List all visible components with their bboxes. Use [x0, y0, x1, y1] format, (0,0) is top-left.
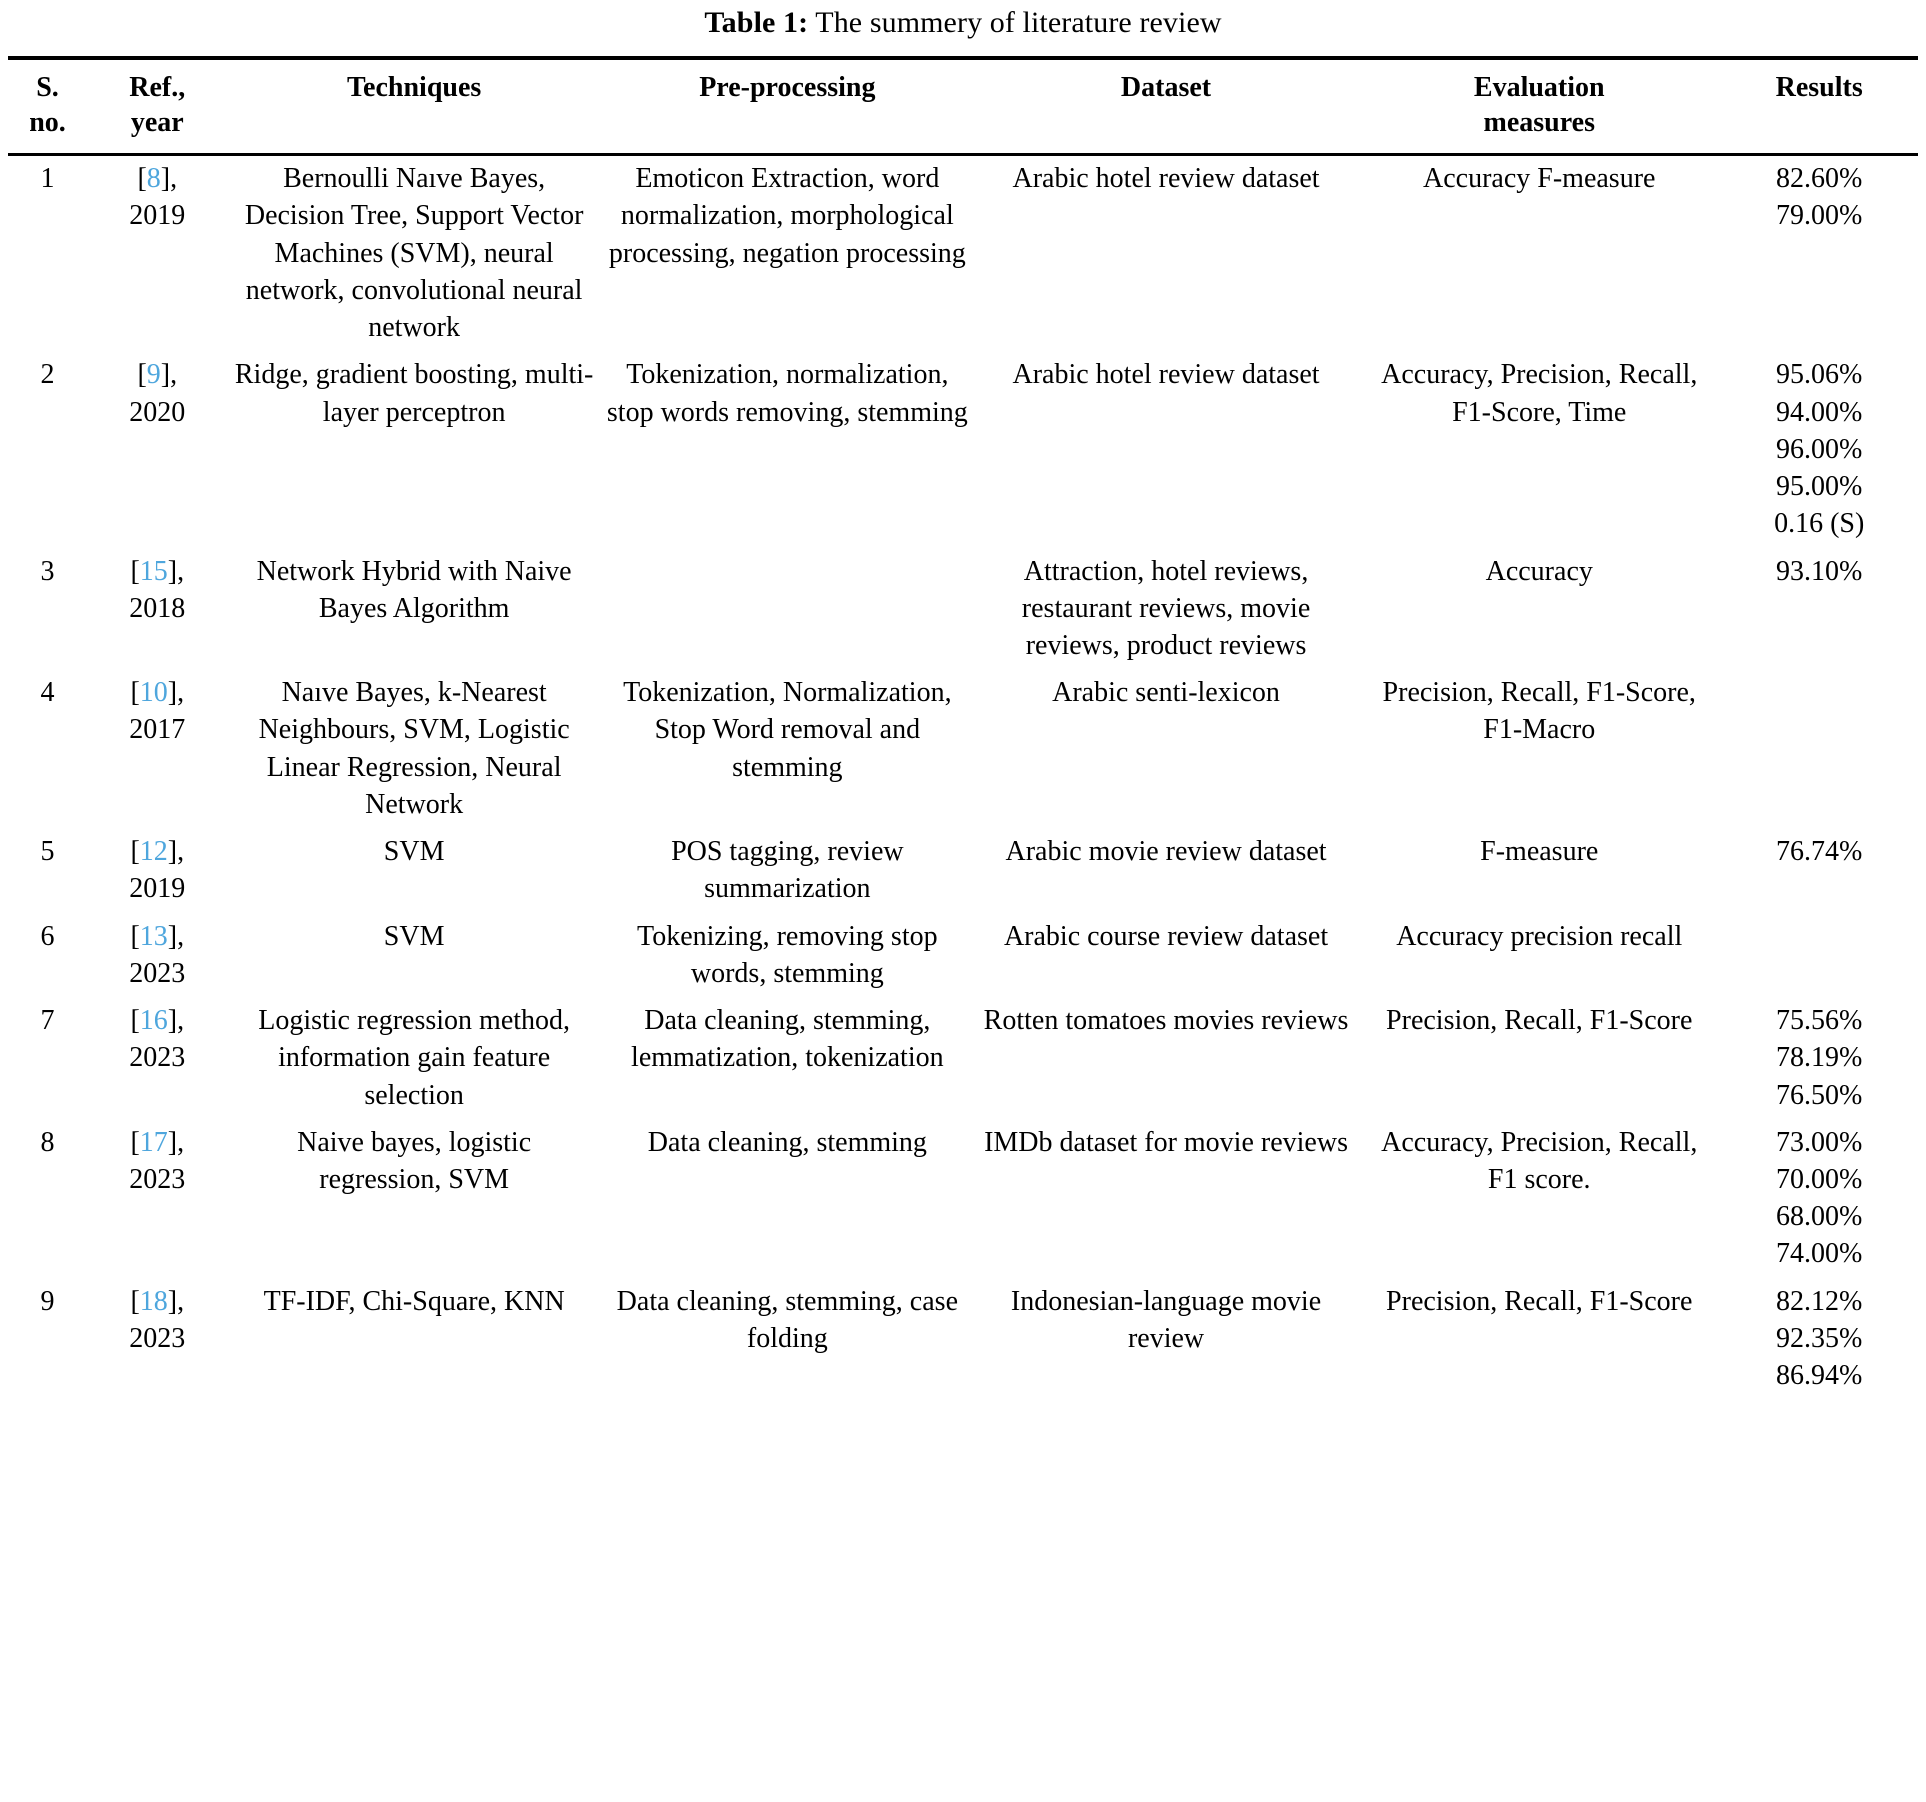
cell-techniques: TF-IDF, Chi-Square, KNN: [263, 1285, 565, 1317]
reference-bracket-close: ],: [167, 555, 185, 587]
cell-results: [1720, 914, 1918, 998]
reference-number-link[interactable]: 13: [139, 920, 168, 952]
cell-dataset: Arabic senti-lexicon: [1052, 677, 1280, 709]
table-bottom-rule-cell: [974, 1400, 1358, 1416]
reference-year: 2023: [129, 957, 186, 989]
cell-evaluation-measures: Accuracy, Precision, Recall, F1 score.: [1381, 1126, 1698, 1196]
cell-ref-year: [87, 549, 228, 671]
cell-dataset: Rotten tomatoes movies reviews: [983, 1005, 1349, 1037]
literature-review-table: [8, 56, 1918, 1417]
reference-citation[interactable]: [93, 356, 222, 393]
result-value: 93.10%: [1776, 555, 1863, 587]
reference-citation[interactable]: [93, 1002, 222, 1039]
reference-bracket-open: [: [130, 836, 140, 868]
result-value: 82.12%: [1776, 1285, 1863, 1317]
cell-dataset: Arabic hotel review dataset: [1012, 359, 1320, 391]
reference-bracket-close: ],: [167, 920, 185, 952]
reference-bracket-open: [: [130, 1285, 140, 1317]
cell-techniques: SVM: [383, 920, 445, 952]
table-caption: [8, 0, 1918, 56]
reference-bracket-open: [: [130, 555, 140, 587]
table-row: [8, 1120, 1918, 1279]
table-row: [8, 1279, 1918, 1401]
column-header-techniques: [228, 58, 601, 155]
table-bottom-rule-cell: [87, 1400, 228, 1416]
reference-bracket-close: ],: [167, 836, 185, 868]
column-header-techniques-line1: Techniques: [346, 71, 482, 103]
result-value: 70.00%: [1776, 1164, 1863, 1196]
result-value: 86.94%: [1776, 1360, 1863, 1392]
reference-bracket-close: ],: [160, 359, 178, 391]
reference-bracket-open: [: [137, 359, 147, 391]
cell-preprocessing: Data cleaning, stemming: [647, 1126, 927, 1158]
reference-citation[interactable]: [93, 1283, 222, 1320]
table-bottom-rule-cell: [228, 1400, 601, 1416]
cell-techniques: Bernoulli Naıve Bayes, Decision Tree, Support Vector Machines (SVM), neural network, convolutional neural network: [228, 155, 601, 353]
cell-preprocessing: Emoticon Extraction, word normalization, morphological processing, negation processing: [601, 155, 974, 353]
table-row: [8, 549, 1918, 671]
cell-preprocessing: Tokenizing, removing stop words, stemming: [637, 920, 938, 989]
table-caption-label: Table 1:: [704, 6, 809, 39]
result-value: 94.00%: [1776, 396, 1863, 428]
cell-evaluation-measures: Precision, Recall, F1-Score: [1386, 1005, 1693, 1037]
reference-bracket-close: ],: [167, 1005, 185, 1037]
reference-number-link[interactable]: 15: [139, 555, 168, 587]
cell-s-no: 5: [40, 836, 55, 868]
cell-dataset: Arabic hotel review dataset: [974, 155, 1358, 353]
reference-year: 2023: [129, 1164, 186, 1196]
table-row: [8, 352, 1918, 548]
column-header-s-no: [8, 58, 87, 155]
reference-bracket-close: ],: [167, 1285, 185, 1317]
reference-year: 2019: [129, 200, 186, 232]
reference-citation[interactable]: [93, 160, 222, 197]
reference-year: 2017: [129, 714, 186, 746]
table-bottom-rule-cell: [601, 1400, 974, 1416]
cell-ref-year: [87, 352, 228, 548]
cell-s-no: 8: [40, 1126, 55, 1158]
column-header-preprocessing-line1: Pre-processing: [699, 71, 876, 103]
column-header-s-no-line1: S.: [36, 71, 59, 103]
column-header-ref-year-line1: Ref.,: [129, 71, 186, 103]
reference-number-link[interactable]: 9: [146, 359, 161, 391]
reference-number-link[interactable]: 17: [139, 1126, 168, 1158]
table-header-row: [8, 58, 1918, 155]
cell-ref-year: [87, 1279, 228, 1401]
cell-evaluation-measures: F-measure: [1480, 836, 1599, 868]
reference-year: 2023: [129, 1322, 186, 1354]
cell-evaluation-measures: Accuracy: [1485, 555, 1593, 587]
reference-bracket-open: [: [130, 1126, 140, 1158]
cell-ref-year: [87, 829, 228, 913]
table-bottom-rule-cell: [1720, 1400, 1918, 1416]
cell-preprocessing: Data cleaning, stemming, case folding: [616, 1285, 958, 1354]
cell-dataset: Attraction, hotel reviews, restaurant reviews, movie reviews, product reviews: [1021, 555, 1311, 661]
cell-preprocessing: Data cleaning, stemming, lemmatization, tokenization: [631, 1005, 944, 1074]
result-value: 96.00%: [1776, 433, 1863, 465]
cell-s-no: 7: [40, 1005, 55, 1037]
cell-results: [1720, 1120, 1918, 1279]
column-header-s-no-line2: no.: [29, 107, 66, 139]
result-value: 68.00%: [1776, 1201, 1863, 1233]
reference-citation[interactable]: [93, 833, 222, 870]
cell-evaluation-measures: Precision, Recall, F1-Score, F1-Macro: [1382, 677, 1696, 746]
cell-preprocessing: Tokenization, normalization, stop words removing, stemming: [606, 359, 968, 428]
reference-bracket-close: ],: [160, 163, 178, 195]
table-header: [8, 58, 1918, 155]
table-row: [8, 670, 1918, 829]
reference-citation[interactable]: [93, 1124, 222, 1161]
cell-s-no: 2: [40, 359, 55, 391]
cell-results: [1720, 1279, 1918, 1401]
table-bottom-rule-cell: [1358, 1400, 1720, 1416]
result-value: 75.56%: [1776, 1005, 1863, 1037]
table-body: [8, 155, 1918, 1417]
column-header-dataset: [974, 58, 1358, 155]
column-header-evaluation-line2: measures: [1483, 107, 1595, 139]
cell-ref-year: [87, 914, 228, 998]
reference-citation[interactable]: [93, 918, 222, 955]
column-header-results-line1: Results: [1775, 71, 1863, 103]
table-row: [8, 155, 1918, 353]
reference-number-link[interactable]: 8: [146, 163, 161, 195]
reference-year: 2020: [129, 396, 186, 428]
cell-s-no: 1: [8, 155, 87, 353]
cell-preprocessing: POS tagging, review summarization: [671, 836, 904, 905]
cell-techniques: SVM: [383, 836, 445, 868]
cell-dataset: Arabic movie review dataset: [1005, 836, 1327, 868]
result-value: 92.35%: [1776, 1322, 1863, 1354]
cell-techniques: Naive bayes, logistic regression, SVM: [297, 1126, 532, 1196]
table-row: [8, 998, 1918, 1120]
result-value: 95.06%: [1776, 359, 1863, 391]
cell-ref-year: [87, 155, 228, 353]
table-bottom-rule: [8, 1400, 1918, 1416]
column-header-ref-year-line2: year: [130, 107, 184, 139]
column-header-evaluation-line1: Evaluation: [1473, 71, 1605, 103]
reference-bracket-open: [: [130, 1005, 140, 1037]
reference-bracket-close: ],: [167, 1126, 185, 1158]
cell-techniques: Logistic regression method, information gain feature selection: [258, 1005, 571, 1111]
cell-results: [1720, 352, 1918, 548]
reference-bracket-open: [: [137, 163, 147, 195]
cell-dataset: IMDb dataset for movie reviews: [984, 1126, 1348, 1158]
result-value: 95.00%: [1776, 471, 1863, 503]
cell-results: [1720, 829, 1918, 913]
cell-s-no: 3: [40, 555, 55, 587]
reference-number-link[interactable]: 16: [139, 1005, 168, 1037]
column-header-ref-year: [87, 58, 228, 155]
result-value: 0.16 (S): [1774, 508, 1865, 540]
result-value: 73.00%: [1776, 1126, 1863, 1158]
column-header-preprocessing: [601, 58, 974, 155]
cell-techniques: Ridge, gradient boosting, multi-layer perceptron: [234, 359, 594, 428]
cell-dataset: Arabic course review dataset: [1003, 920, 1329, 952]
table-caption-text: The summery of literature review: [808, 6, 1222, 39]
cell-ref-year: [87, 670, 228, 829]
cell-ref-year: [87, 1120, 228, 1279]
reference-year: 2019: [129, 873, 186, 905]
cell-results: [1720, 549, 1918, 671]
reference-number-link[interactable]: 18: [139, 1285, 168, 1317]
cell-techniques: Network Hybrid with Naive Bayes Algorithm: [256, 555, 572, 624]
column-header-evaluation-measures: [1358, 58, 1720, 155]
column-header-dataset-line1: Dataset: [1120, 71, 1212, 103]
cell-preprocessing: [601, 549, 974, 671]
cell-evaluation-measures: Accuracy precision recall: [1396, 920, 1683, 952]
cell-dataset: Indonesian-language movie review: [1010, 1285, 1322, 1354]
result-value: 76.74%: [1776, 836, 1863, 868]
result-value: 78.19%: [1776, 1042, 1863, 1074]
cell-techniques: Naıve Bayes, k-Nearest Neighbours, SVM, Logistic Linear Regression, Neural Network: [258, 677, 570, 820]
reference-citation[interactable]: [93, 674, 222, 711]
cell-preprocessing: Tokenization, Normalization, Stop Word removal and stemming: [623, 677, 952, 783]
result-value: 76.50%: [1776, 1079, 1863, 1111]
reference-bracket-open: [: [130, 920, 140, 952]
result-value: 79.00%: [1776, 200, 1863, 232]
cell-ref-year: [87, 998, 228, 1120]
cell-results: [1720, 155, 1918, 353]
cell-s-no: 4: [40, 677, 55, 709]
cell-evaluation-measures: Precision, Recall, F1-Score: [1386, 1285, 1693, 1317]
cell-evaluation-measures: Accuracy F-measure: [1358, 155, 1720, 353]
reference-year: 2018: [129, 592, 186, 624]
reference-number-link[interactable]: 12: [139, 836, 168, 868]
column-header-results: [1720, 58, 1918, 155]
cell-results: [1720, 670, 1918, 829]
result-value: 74.00%: [1776, 1238, 1863, 1270]
table-bottom-rule-cell: [8, 1400, 87, 1416]
reference-number-link[interactable]: 10: [139, 677, 168, 709]
reference-bracket-open: [: [130, 677, 140, 709]
reference-bracket-close: ],: [167, 677, 185, 709]
cell-s-no: 6: [40, 920, 55, 952]
cell-evaluation-measures: Accuracy, Precision, Recall, F1-Score, Time: [1381, 359, 1698, 428]
reference-year: 2023: [129, 1042, 186, 1074]
table-row: [8, 829, 1918, 913]
table-row: [8, 914, 1918, 998]
cell-s-no: 9: [40, 1285, 55, 1317]
cell-results: [1720, 998, 1918, 1120]
reference-citation[interactable]: [93, 553, 222, 590]
result-value: 82.60%: [1776, 163, 1863, 195]
